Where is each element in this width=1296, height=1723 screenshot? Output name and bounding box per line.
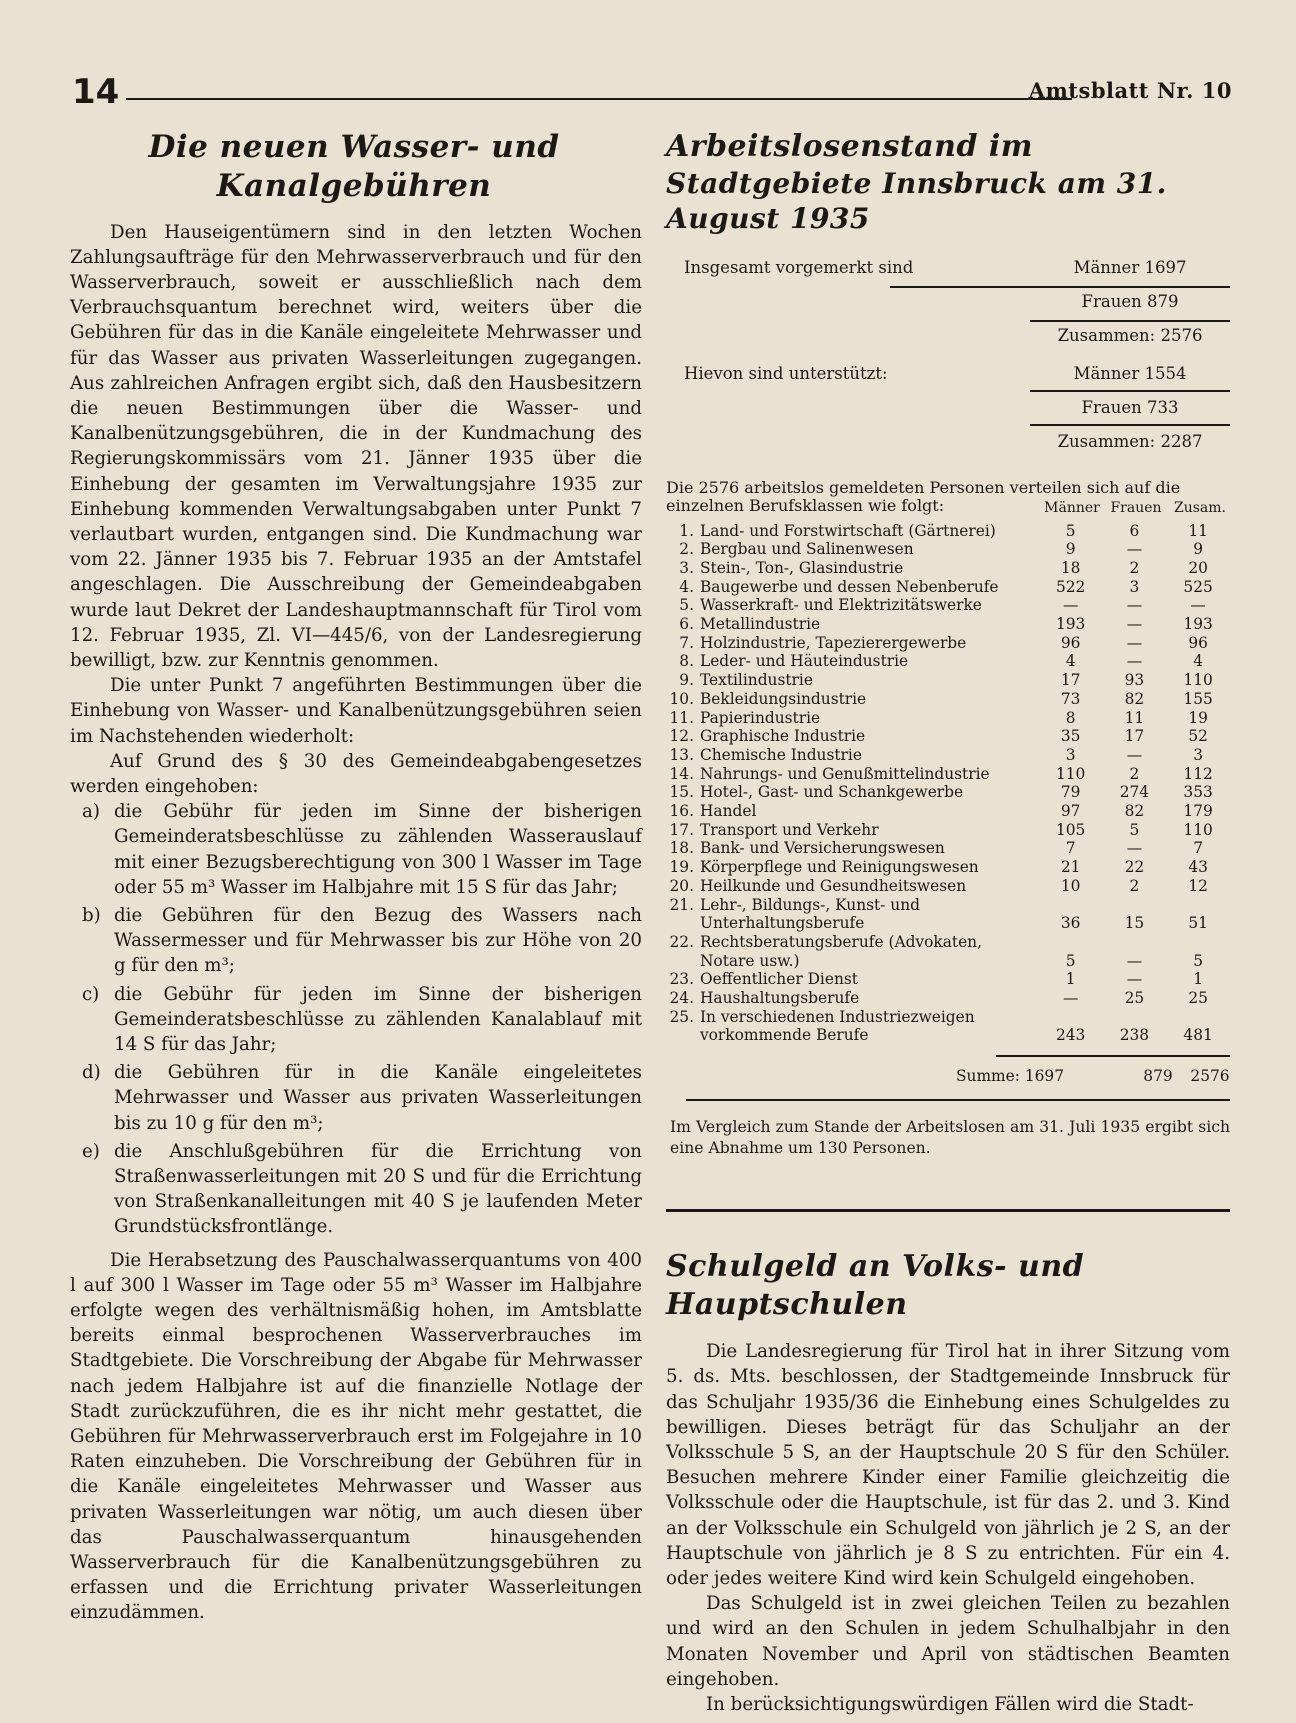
row-number: 2.	[679, 540, 694, 559]
paragraph: Den Hauseigentümern sind in den letzten Wochen Zahlungsaufträge für den Mehrwasserverbrauch und für den Wasserverbrauch, soweit er ausschließlich nach dem Verbrauchsquantum berechnet wird, weiters über die Gebühren für das in die Kanäle eingeleitete Mehrwasser und für das Wasser aus privaten Wasserleitungen zugegangen. Aus zahlreichen Anfragen ergibt sich, daß den Hausbesitzern die neuen Bestimmungen über die Wasser- und Kanalbenützungsgebühren, die in der Kundmachung des Regierungskommissärs vom 21. Jänner 1935 über die Einhebung der gesamten im Verwaltungsjahre 1935 zur Einhebung kommenden Verwaltungsabgaben unter Punkt 7 verlautbart wurden, entgangen sind. Die Kundmachung war vom 22. Jänner 1935 bis 7. Februar 1935 an der Amtstafel angeschlagen. Die Ausschreibung der Gemeindeabgaben wurde laut Dekret der Landeshauptmannschaft für Tirol vom 12. Februar 1935, Zl. VI—445/6, von der Landesregierung bewilligt, bzw. zur Kenntnis genommen.	[70, 221, 642, 671]
row-number: 19.	[669, 858, 694, 877]
occupation-name: Textilindustrie	[699, 671, 813, 690]
women-count: 93	[1124, 671, 1145, 690]
men-count: 3	[1065, 745, 1076, 764]
occupation-name: Heilkunde und Gesundheitswesen	[699, 876, 967, 895]
table-row	[666, 989, 1230, 1008]
table-row	[666, 821, 1230, 840]
header-rule	[126, 98, 1072, 100]
distribution-intro: Die 2576 arbeitslos gemeldeten Personen verteilen sich auf die	[666, 477, 1181, 497]
total-count: 51	[1188, 914, 1208, 933]
table-row	[666, 839, 1230, 858]
article-title: Schulgeld an Volks- und Hauptschulen	[666, 1249, 1085, 1322]
row-number: 1.	[679, 521, 694, 540]
fee-list	[70, 799, 642, 1239]
table-row	[666, 765, 1230, 784]
occupation-table	[666, 522, 1230, 1046]
women-count: —	[1126, 970, 1143, 989]
table-row	[666, 559, 1230, 578]
table-sum-rule	[996, 1055, 1230, 1057]
section-divider	[666, 1209, 1230, 1212]
men-count: 73	[1060, 689, 1081, 708]
occupation-name: Graphische Industrie	[699, 727, 866, 746]
table-row	[666, 858, 1230, 877]
table-row	[666, 671, 1230, 690]
occupation-name: Nahrungs- und Genußmittelindustrie	[699, 764, 990, 783]
list-item	[70, 799, 642, 900]
women-count: 15	[1124, 914, 1145, 933]
men-count: 36	[1060, 914, 1081, 933]
table-row	[666, 746, 1230, 765]
table-row	[666, 690, 1230, 709]
women-count: 2	[1129, 876, 1140, 895]
total-count: 353	[1183, 783, 1213, 802]
supported-men: Männer 1554	[1073, 363, 1187, 383]
women-count: 5	[1129, 820, 1140, 839]
page-number: 14	[72, 72, 120, 112]
page-header	[72, 72, 1232, 112]
men-count: 8	[1065, 708, 1076, 727]
women-count: —	[1126, 540, 1143, 559]
occupation-name: Leder- und Häuteindustrie	[699, 652, 909, 671]
total-men: Männer 1697	[1073, 257, 1187, 277]
men-count: 243	[1055, 1026, 1086, 1045]
publication-name: Amtsblatt Nr. 10	[1028, 78, 1232, 103]
total-count: 20	[1188, 558, 1208, 577]
women-count: 11	[1124, 708, 1145, 727]
women-count: 82	[1124, 802, 1145, 821]
men-count: 5	[1065, 521, 1076, 540]
sum-label: Summe: 1697	[956, 1067, 1064, 1086]
summary-rule	[1030, 390, 1230, 392]
row-number: 20.	[669, 876, 694, 895]
item-label: d)	[82, 1062, 101, 1084]
list-item	[70, 1060, 642, 1136]
men-count: 96	[1060, 633, 1081, 652]
item-text: die Anschlußgebühren für die Errichtung von Straßenwasserleitungen mit 20 S und für die Errichtung von Straßenkanalleitungen mit 40 S je laufenden Meter Grundstücksfrontlänge.	[114, 1140, 642, 1238]
men-count: 97	[1060, 802, 1081, 821]
total-label: Insgesamt vorgemerkt sind	[684, 257, 914, 277]
men-count: 79	[1060, 783, 1081, 802]
men-count: 5	[1065, 951, 1076, 970]
article-school-fees	[666, 1248, 1230, 1717]
row-number: 15.	[669, 783, 694, 802]
row-number: 9.	[679, 671, 694, 690]
women-count: 6	[1129, 521, 1140, 540]
distribution-header	[666, 495, 1230, 520]
occupation-name: In verschiedenen Industriezweigen vorkommende Berufe	[699, 1007, 975, 1045]
men-count: 7	[1065, 839, 1076, 858]
supported-label: Hievon sind unterstützt:	[684, 363, 888, 383]
paragraph: Auf Grund des § 30 des Gemeindeabgabengesetzes werden eingehoben:	[70, 750, 642, 797]
total-count: 9	[1193, 540, 1204, 559]
table-row	[666, 783, 1230, 802]
table-row	[666, 652, 1230, 671]
row-number: 5.	[679, 596, 694, 615]
women-count: 2	[1129, 764, 1140, 783]
total-count: 7	[1193, 839, 1204, 858]
occupation-name: Metallindustrie	[699, 615, 821, 634]
total-sum: Zusammen: 2576	[1057, 325, 1203, 345]
item-text: die Gebühr für jeden im Sinne der bisherigen Gemeinderatsbeschlüsse zu zählenden Kanalablauf mit 14 S für das Jahr;	[114, 983, 642, 1055]
women-count: —	[1126, 652, 1143, 671]
occupation-name: Transport und Verkehr	[699, 820, 879, 839]
col-men-header: Männer	[1044, 499, 1100, 516]
men-count: 21	[1060, 858, 1081, 877]
total-count: 12	[1188, 876, 1208, 895]
total-count: 525	[1183, 577, 1213, 596]
men-count: 18	[1060, 558, 1081, 577]
table-row	[666, 933, 1230, 970]
men-count: 35	[1060, 727, 1081, 746]
item-text: die Gebühren für in die Kanäle eingeleitetes Mehrwasser und Wasser aus privaten Wasserleitungen bis zu 10 g für den m³;	[114, 1062, 642, 1134]
total-women: Frauen 879	[1081, 291, 1179, 311]
row-number: 10.	[669, 689, 694, 708]
article-unemployment	[666, 128, 1230, 1717]
row-number: 7.	[679, 633, 694, 652]
row-number: 4.	[679, 577, 694, 596]
summary-rule	[1030, 424, 1230, 426]
women-count: —	[1126, 745, 1143, 764]
table-row	[666, 522, 1230, 541]
women-count: 17	[1124, 727, 1145, 746]
total-count: 110	[1183, 820, 1213, 839]
article-title-line2: Stadtgebiete Innsbruck am 31. August 1935	[666, 166, 1167, 235]
list-item	[70, 982, 642, 1058]
row-number: 17.	[669, 820, 694, 839]
men-count: 193	[1055, 615, 1086, 634]
men-count: 17	[1060, 671, 1081, 690]
women-count: —	[1126, 839, 1143, 858]
row-number: 22.	[669, 932, 694, 951]
total-count: 155	[1183, 689, 1213, 708]
paragraph: Die Landesregierung für Tirol hat in ihrer Sitzung vom 5. ds. Mts. beschlossen, der Stadtgemeinde Innsbruck für das Schuljahr 1935/36 die Einhebung eines Schulgeldes zu bewilligen. Dieses beträgt für das Schuljahr an der Volksschule 5 S, an der Hauptschule 20 S für den Schüler. Besuchen mehrere Kinder einer Familie gleichzeitig die Volksschule oder die Hauptschule, ist für das 2. und 3. Kind an der Volksschule ein Schulgeld von jährlich je 2 S, an der Hauptschule von jährlich je 8 S zu entrichten. Für ein 4. oder jedes weitere Kind wird kein Schulgeld eingehoben.	[666, 1341, 1230, 1590]
list-item	[70, 1139, 642, 1240]
women-count: —	[1126, 615, 1143, 634]
item-label: e)	[82, 1140, 100, 1162]
total-count: 3	[1193, 745, 1204, 764]
row-number: 11.	[669, 708, 694, 727]
table-end-rule	[686, 1099, 1230, 1101]
row-number: 24.	[669, 989, 694, 1008]
men-count: —	[1062, 989, 1079, 1008]
row-number: 25.	[669, 1007, 694, 1026]
total-count: 179	[1183, 802, 1213, 821]
supported-sum: Zusammen: 2287	[1057, 431, 1203, 451]
item-label: a)	[82, 801, 100, 823]
registered-summary	[666, 254, 1230, 462]
total-count: 19	[1188, 708, 1208, 727]
occupation-name: Chemische Industrie	[699, 745, 862, 764]
women-count: 274	[1119, 783, 1150, 802]
paragraph: Die Herabsetzung des Pauschalwasserquantums von 400 l auf 300 l Wasser im Tage oder 55 m³ Wasser im Halbjahre erfolgte wegen des verhältnismäßig hohen, im Amtsblatte bereits einmal besprochenen Wasserverbrauches im Stadtgebiete. Die Vorschreibung der Abgabe für Mehrwasser nach jedem Halbjahre ist auf die finanzielle Notlage der Stadt zurückzuführen, die es ihr nicht mehr gestattet, die Gebühren für Mehrwasserverbrauch erst im Folgejahre in 10 Raten einzuheben. Die Vorschreibung der Gebühren für in die Kanäle eingeleitetes Mehrwasser und Wasser aus privaten Wasserleitungen war nötig, um auch diesen über das Pauschalwasserquantum hinausgehenden Wasserverbrauch für die Kanalbenützungsgebühren zu erfassen und die Errichtung privater Wasserleitungen einzudämmen.	[70, 1249, 642, 1624]
item-text: die Gebühr für jeden im Sinne der bisherigen Gemeinderatsbeschlüsse zu zählenden Wasserauslauf mit einer Bezugsberechtigung von 300 l Wasser im Tage oder 55 m³ Wasser im Halbjahre mit 15 S für das Jahr;	[114, 801, 642, 898]
comparison-note: Im Vergleich zum Stande der Arbeitslosen am 31. Juli 1935 ergibt sich eine Abnahme um 130 Personen.	[670, 1118, 1230, 1158]
women-count: 25	[1124, 989, 1145, 1008]
table-row	[666, 896, 1230, 933]
total-count: 25	[1188, 989, 1208, 1008]
total-count: 4	[1193, 652, 1204, 671]
total-count: 481	[1183, 1026, 1213, 1045]
women-count: 22	[1124, 858, 1145, 877]
total-count: 112	[1183, 764, 1213, 783]
table-row	[666, 578, 1230, 597]
occupation-name: Wasserkraft- und Elektrizitätswerke	[699, 596, 982, 615]
sum-total: 2576	[1190, 1067, 1230, 1086]
occupation-name: Rechtsberatungsberufe (Advokaten, Notare usw.)	[699, 932, 982, 970]
col-total-header: Zusam.	[1173, 499, 1226, 516]
table-row	[666, 727, 1230, 746]
row-number: 23.	[669, 970, 694, 989]
occupation-name: Stein-, Ton-, Glasindustrie	[699, 558, 904, 577]
occupation-name: Lehr-, Bildungs-, Kunst- und Unterhaltungsberufe	[699, 895, 920, 933]
row-number: 18.	[669, 839, 694, 858]
table-row	[666, 970, 1230, 989]
row-number: 16.	[669, 802, 694, 821]
row-number: 6.	[679, 615, 694, 634]
item-label: c)	[82, 983, 100, 1005]
col-women-header: Frauen	[1110, 499, 1162, 516]
men-count: 9	[1065, 540, 1076, 559]
women-count: —	[1126, 633, 1143, 652]
row-number: 21.	[669, 895, 694, 914]
occupation-name: Haushaltungsberufe	[699, 989, 860, 1008]
women-count: 238	[1119, 1026, 1150, 1045]
table-row	[666, 615, 1230, 634]
total-count: —	[1190, 596, 1206, 615]
table-row	[666, 709, 1230, 728]
table-row	[666, 1008, 1230, 1045]
occupation-name: Oeffentlicher Dienst	[699, 970, 858, 989]
men-count: 10	[1060, 876, 1081, 895]
table-row	[666, 802, 1230, 821]
women-count: 2	[1129, 558, 1140, 577]
row-number: 8.	[679, 652, 694, 671]
table-row	[666, 596, 1230, 615]
row-number: 12.	[669, 727, 694, 746]
women-count: 82	[1124, 689, 1145, 708]
men-count: 110	[1055, 764, 1086, 783]
paragraph: Das Schulgeld ist in zwei gleichen Teilen zu bezahlen und wird an den Schulen in jedem Schulhalbjahr in den Monaten November und April von städtischen Beamten eingehoben.	[666, 1593, 1230, 1690]
total-count: 110	[1183, 671, 1213, 690]
paragraph: Die unter Punkt 7 angeführten Bestimmungen über die Einhebung von Wasser- und Kanalbenützungsgebühren seien im Nachstehenden wiederholt:	[70, 675, 642, 747]
row-number: 13.	[669, 745, 694, 764]
total-count: 11	[1188, 521, 1208, 540]
table-row	[666, 540, 1230, 559]
article-title-line1: Arbeitslosenstand im	[666, 129, 1034, 164]
item-text: die Gebühren für den Bezug des Wassers nach Wassermesser und für Mehrwasser bis zur Höhe von 20 g für den m³;	[114, 904, 642, 977]
total-count: 52	[1188, 727, 1208, 746]
occupation-name: Körperpflege und Reinigungswesen	[699, 858, 979, 877]
total-count: 96	[1188, 633, 1208, 652]
table-row	[666, 877, 1230, 896]
women-count: —	[1126, 596, 1143, 615]
occupation-name: Bergbau und Salinenwesen	[699, 540, 914, 559]
women-count: 3	[1129, 577, 1140, 596]
occupation-name: Baugewerbe und dessen Nebenberufe	[699, 577, 999, 596]
article-title: Die neuen Wasser- und Kanalgebühren	[148, 129, 560, 204]
row-number: 14.	[669, 764, 694, 783]
total-count: 5	[1193, 951, 1204, 970]
article-water-fees	[70, 128, 642, 1626]
distribution-lead: einzelnen Berufsklassen wie folgt:	[666, 495, 945, 515]
occupation-name: Holzindustrie, Tapezierergewerbe	[699, 633, 967, 652]
total-count: 193	[1183, 615, 1213, 634]
total-count: 1	[1193, 970, 1204, 989]
list-item	[70, 903, 642, 979]
total-count: 43	[1188, 858, 1208, 877]
table-row	[666, 634, 1230, 653]
men-count: 1	[1065, 970, 1076, 989]
sum-women: 879	[1143, 1067, 1173, 1086]
occupation-name: Bank- und Versicherungswesen	[699, 839, 945, 858]
occupation-name: Hotel-, Gast- und Schankgewerbe	[699, 783, 964, 802]
item-label: b)	[82, 904, 101, 926]
women-count: —	[1126, 951, 1143, 970]
occupation-name: Land- und Forstwirtschaft (Gärtnerei)	[699, 521, 996, 540]
men-count: 105	[1055, 820, 1086, 839]
occupation-name: Papierindustrie	[699, 708, 821, 727]
row-number: 3.	[679, 558, 694, 577]
men-count: —	[1062, 596, 1079, 615]
table-total-row	[666, 1061, 1230, 1091]
men-count: 522	[1055, 577, 1086, 596]
occupation-name: Bekleidungsindustrie	[699, 689, 867, 708]
paragraph: In berücksichtigungswürdigen Fällen wird die Stadt-	[706, 1694, 1194, 1716]
supported-women: Frauen 733	[1081, 397, 1179, 417]
men-count: 4	[1065, 652, 1076, 671]
occupation-name: Handel	[699, 802, 757, 821]
